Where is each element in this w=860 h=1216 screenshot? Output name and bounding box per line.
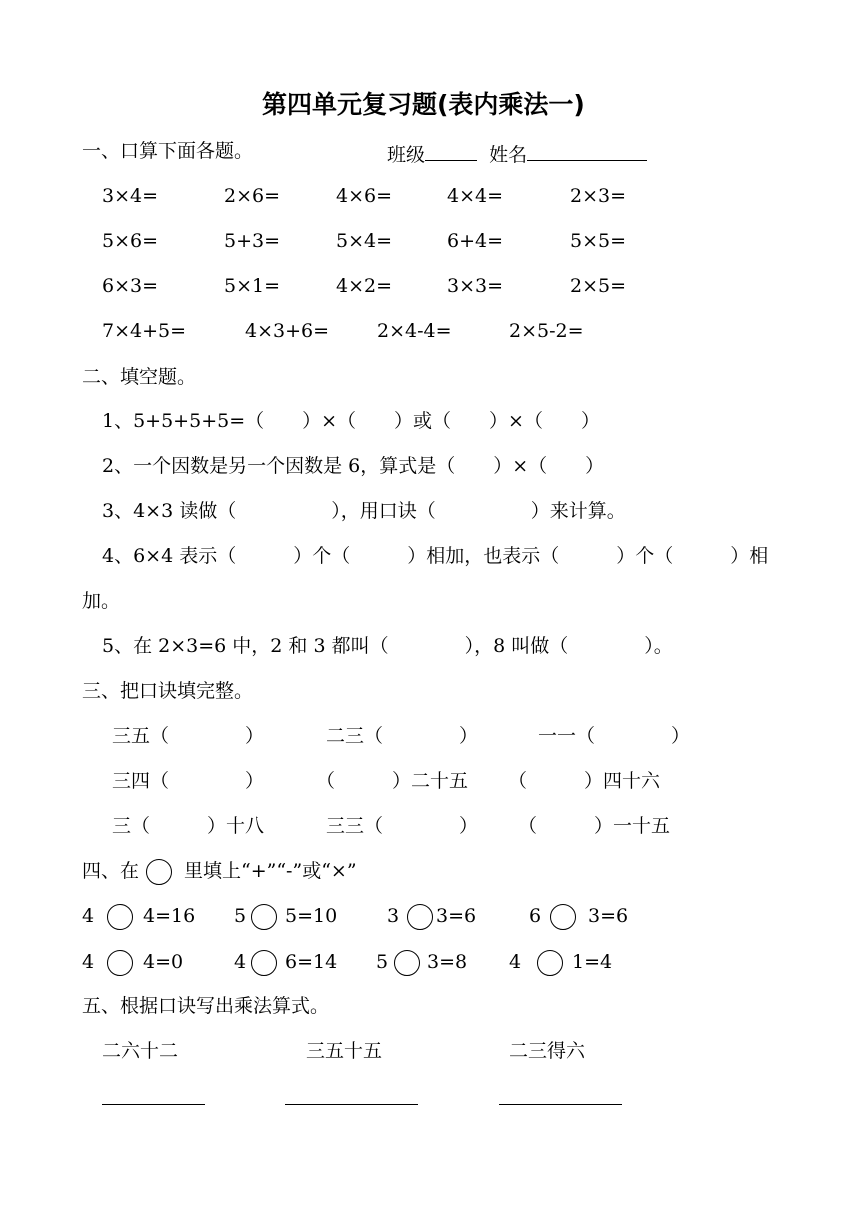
operator-circle[interactable] <box>394 950 420 976</box>
calc-item: 6+4= <box>447 230 504 252</box>
fill-question-3: 3、4×3 读做（ ），用口诀（ ）来计算。 <box>102 500 626 522</box>
operand-right: 1=4 <box>572 951 613 973</box>
calc-item: 2×4-4= <box>377 320 452 342</box>
calc-item: 3×3= <box>447 275 504 297</box>
calc-item: 5×6= <box>102 230 159 252</box>
calc-item: 5×4= <box>336 230 393 252</box>
operator-circle[interactable] <box>550 904 576 930</box>
rhyme-prompt: 三五十五 <box>306 1040 383 1062</box>
calc-item: 5×5= <box>570 230 627 252</box>
calc-item: 2×3= <box>570 185 627 207</box>
fill-question-5: 5、在 2×3=6 中，2 和 3 都叫（ ），8 叫做（ ）。 <box>102 635 673 657</box>
operand-left: 4 <box>509 951 522 973</box>
answer-line[interactable] <box>102 1104 205 1105</box>
answer-line[interactable] <box>499 1104 622 1105</box>
operand-right: 6=14 <box>285 951 338 973</box>
calc-item: 7×4+5= <box>102 320 187 342</box>
calc-item: 4×2= <box>336 275 393 297</box>
class-name-fields <box>387 142 647 165</box>
operator-circle[interactable] <box>107 904 133 930</box>
circle-icon <box>146 859 172 885</box>
rhyme-item: （ ）一十五 <box>518 815 671 837</box>
fill-question-2: 2、一个因数是另一个因数是 6，算式是（ ）×（ ） <box>102 455 605 477</box>
calc-item: 5×1= <box>224 275 281 297</box>
operator-circle[interactable] <box>407 904 433 930</box>
operand-left: 4 <box>82 951 95 973</box>
operand-right: 5=10 <box>285 905 338 927</box>
rhyme-prompt: 二六十二 <box>102 1040 179 1062</box>
operand-left: 4 <box>82 905 95 927</box>
section-2-heading: 二、填空题。 <box>82 366 197 388</box>
rhyme-item: 二三（ ） <box>326 725 479 747</box>
calc-item: 3×4= <box>102 185 159 207</box>
operand-right: 4=0 <box>143 951 184 973</box>
name-label: 姓名 <box>489 144 528 166</box>
operator-circle[interactable] <box>251 904 277 930</box>
calc-item: 6×3= <box>102 275 159 297</box>
operand-right: 3=6 <box>588 905 629 927</box>
operand-right: 4=16 <box>143 905 196 927</box>
rhyme-item: 三（ ）十八 <box>112 815 265 837</box>
section-4-heading-a: 四、在 <box>82 860 140 882</box>
rhyme-item: 三四（ ） <box>112 770 265 792</box>
operand-right: 3=6 <box>436 905 477 927</box>
operand-right: 3=8 <box>427 951 468 973</box>
class-label: 班级 <box>387 144 426 166</box>
calc-item: 2×5-2= <box>509 320 584 342</box>
rhyme-item: 一一（ ） <box>538 725 691 747</box>
calc-item: 5+3= <box>224 230 281 252</box>
page-title: 第四单元复习题(表内乘法一) <box>262 90 585 119</box>
fill-question-4: 4、6×4 表示（ ）个（ ）相加，也表示（ ）个（ ）相 <box>102 545 769 567</box>
calc-item: 2×5= <box>570 275 627 297</box>
rhyme-prompt: 二三得六 <box>509 1040 586 1062</box>
operand-left: 3 <box>387 905 400 927</box>
section-1-heading: 一、口算下面各题。 <box>82 140 254 162</box>
calc-item: 2×6= <box>224 185 281 207</box>
section-3-heading: 三、把口诀填完整。 <box>82 680 254 702</box>
operator-circle[interactable] <box>251 950 277 976</box>
answer-line[interactable] <box>285 1104 418 1105</box>
calc-item: 4×4= <box>447 185 504 207</box>
name-blank[interactable] <box>527 142 647 161</box>
rhyme-item: 三五（ ） <box>112 725 265 747</box>
fill-question-4-cont: 加。 <box>82 590 121 612</box>
operand-left: 6 <box>529 905 542 927</box>
rhyme-item: （ ）二十五 <box>316 770 469 792</box>
operand-left: 4 <box>234 951 247 973</box>
section-5-heading: 五、根据口诀写出乘法算式。 <box>82 995 330 1017</box>
rhyme-item: （ ）四十六 <box>508 770 661 792</box>
operand-left: 5 <box>234 905 247 927</box>
class-blank[interactable] <box>425 142 477 161</box>
calc-item: 4×3+6= <box>245 320 330 342</box>
calc-item: 4×6= <box>336 185 393 207</box>
operand-left: 5 <box>376 951 389 973</box>
section-4-heading-b: 里填上“+”“-”或“×” <box>184 860 357 882</box>
operator-circle[interactable] <box>107 950 133 976</box>
operator-circle[interactable] <box>537 950 563 976</box>
fill-question-1: 1、5+5+5+5=（ ）×（ ）或（ ）×（ ） <box>102 410 600 432</box>
rhyme-item: 三三（ ） <box>326 815 479 837</box>
